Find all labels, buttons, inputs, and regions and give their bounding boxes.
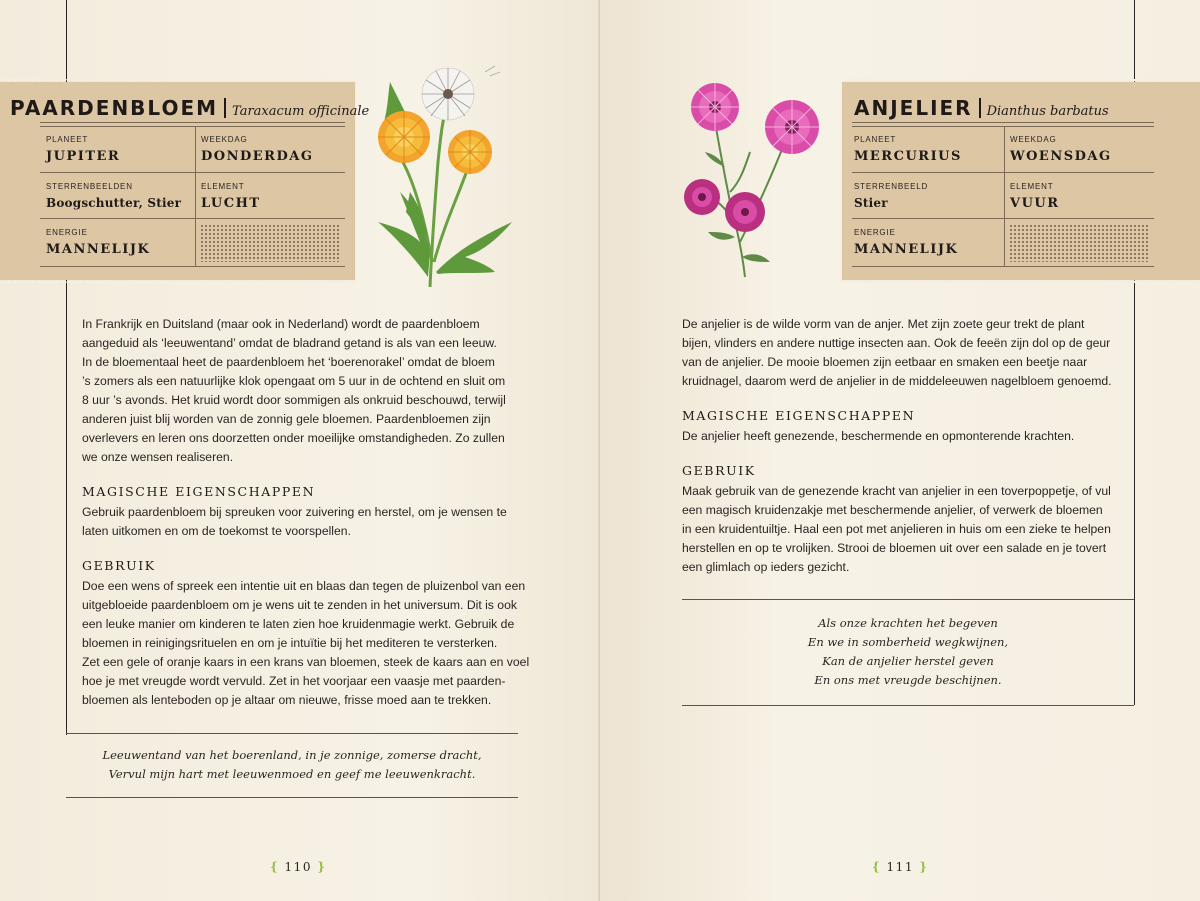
use-heading: GEBRUIK <box>682 463 756 478</box>
magic-heading: MAGISCHE EIGENSCHAPPEN <box>682 408 916 423</box>
page-number: { 110 } <box>270 860 327 874</box>
energy-label: ENERGIE <box>854 228 896 237</box>
intro-text: De anjelier is de wilde vorm van de anjer. Met zijn zoete geur trekt de plant bijen, vlinders en andere nuttige insecten aan. Ook de feeën zijn dol op de geur van de anjelier. De mooie bloemen zijn eetbaar en smaken een beetje naar kruidnagel, daarom werd de anjelier in de middeleeuwen nagelbloem genoemd. <box>682 317 1112 388</box>
magic-text: Gebruik paardenbloem bij spreuken voor zuivering en herstel, om je wensen te laten uitkomen en om de toekomst te voorspellen. <box>82 505 507 538</box>
poem-bottom-rule <box>682 705 1134 706</box>
planet-label: PLANEET <box>854 135 897 144</box>
signs-value: Stier <box>854 196 888 210</box>
poem-bottom-rule <box>66 797 518 798</box>
use-text: Doe een wens of spreek een intentie uit en blaas dan tegen de pluizenbol van een uitgebloeide paardenbloem om je wens uit te zenden in het universum. Dit is ook een leuke manier om kinderen te laten zien hoe kruidenmagie werkt. Gebruik de bloemen in reinigingsrituelen en om je intuïtie bij het mediteren te versterken. Zet een gele of oranje kaars in een krans van bloemen, steek de kaars aan en voel hoe je met vreugde wordt vervuld. Zet in het voorjaar een vaasje met paarden- bloemen als lenteboden op je altaar om nieuwe, frisse moed aan te trekken. <box>82 579 530 707</box>
magic-text: De anjelier heeft genezende, beschermende en opmonterende krachten. <box>682 429 1075 443</box>
card-title <box>10 96 369 120</box>
weekday-label: WEEKDAG <box>201 135 248 144</box>
energy-value: MANNELIJK <box>854 242 959 257</box>
poem: Als onze krachten het begeven En we in somberheid wegkwijnen, Kan de anjelier herstel geven En ons met vreugde beschijnen. <box>807 616 1009 687</box>
card-title <box>854 96 1109 120</box>
plant-info-card <box>842 82 1200 280</box>
element-value: VUUR <box>1010 196 1060 211</box>
weekday-value: WOENSDAG <box>1010 149 1112 164</box>
intro-text: In Frankrijk en Duitsland (maar ook in Nederland) wordt de paardenbloem aangeduid als ‘leeuwentand’ omdat de bladrand getand is als van een leeuw. In de bloementaal heet de paardenbloem het ‘boerenorakel’ omdat de bloem ’s zomers als een natuurlijke klok opengaat om 5 uur in de ochtend en sluit om 8 uur ’s avonds. Het kruid wordt door sommigen als onkruid beschouwd, terwijl anderen juist blij worden van de zonnig gele bloemen. Paardenbloemen zijn overlevers en leren ons doorzetten onder moeilijke omstandigheden. Zo zullen we onze wensen realiseren. <box>82 317 506 464</box>
dot-pattern <box>1009 224 1149 262</box>
dandelion-illustration-icon <box>370 62 520 287</box>
element-value: LUCHT <box>201 196 261 211</box>
element-label: ELEMENT <box>201 182 245 191</box>
energy-label: ENERGIE <box>46 228 88 237</box>
weekday-label: WEEKDAG <box>1010 135 1057 144</box>
use-text: Maak gebruik van de genezende kracht van anjelier in een toverpoppetje, of vul een magisch kruidenzakje met beschermende anjelier, of verwerk de bloemen in een kruidentuiltje. Haal een pot met anjelieren in huis om een zieke te helpen herstellen en op te vrolijken. Strooi de bloemen uit over een salade en je tovert een glimlach op ieders gezicht. <box>682 484 1111 574</box>
planet-value: MERCURIUS <box>854 149 962 164</box>
plant-name: ANJELIER <box>854 96 973 120</box>
signs-value: Boogschutter, Stier <box>46 196 182 210</box>
carnation-illustration-icon <box>680 72 840 282</box>
plant-info-card <box>0 82 370 280</box>
planet-label: PLANEET <box>46 135 89 144</box>
right-page <box>600 0 1200 901</box>
element-label: ELEMENT <box>1010 182 1054 191</box>
weekday-value: DONDERDAG <box>201 149 314 164</box>
use-heading: GEBRUIK <box>82 558 156 573</box>
plant-latin-name: Taraxacum officinale <box>232 104 370 119</box>
plant-latin-name: Dianthus barbatus <box>986 104 1109 119</box>
page-number: { 111 } <box>872 860 929 874</box>
signs-label: STERRENBEELDEN <box>46 182 133 191</box>
planet-value: JUPITER <box>46 149 121 164</box>
magic-heading: MAGISCHE EIGENSCHAPPEN <box>82 484 316 499</box>
dot-pattern <box>200 224 340 262</box>
poem: Leeuwentand van het boerenland, in je zonnige, zomerse dracht, Vervul mijn hart met leeuwenmoed en geef me leeuwenkracht. <box>102 748 482 781</box>
energy-value: MANNELIJK <box>46 242 151 257</box>
poem-top-rule <box>66 733 518 734</box>
plant-name: PAARDENBLOEM <box>10 96 219 120</box>
signs-label: STERRENBEELD <box>854 182 929 191</box>
poem-top-rule <box>682 599 1134 600</box>
